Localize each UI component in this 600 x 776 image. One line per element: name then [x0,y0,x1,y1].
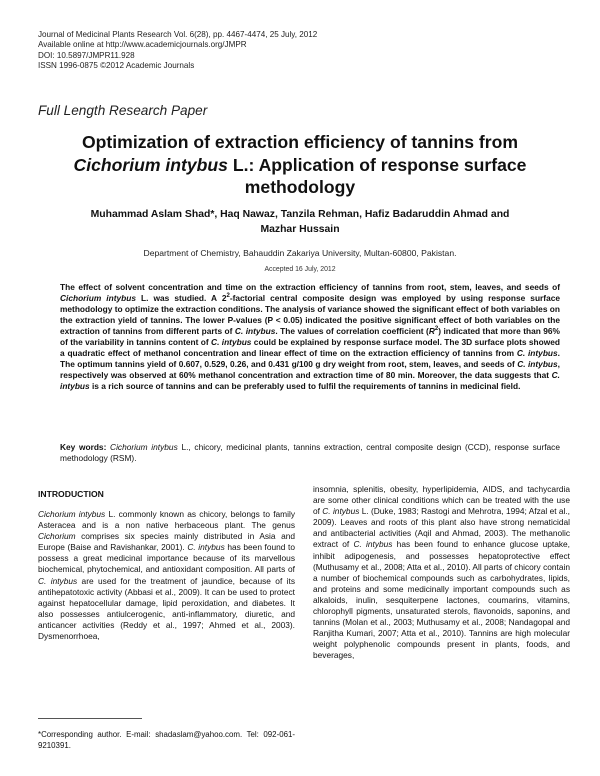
intro-right-column [313,484,570,662]
journal-available-online: Available online at http://www.academicjournals.org/JMPR [38,40,247,50]
keywords-text: L., chicory, medicinal plants, tannins extraction, central composite design (CCD), response surface methodology (RSM). [60,442,560,464]
abstract-text: , respectively was observed at 60% methanol concentration and extraction time of 80 min. Moreover, the data suggests that [60,359,560,381]
abstract-text: -factorial central composite design was employed by using response surface methodology to optimize the extraction conditions. The analysis of variance showed the significant effect of both variables on the extraction yield of tannins. The lower P-values (P < 0.05) indicated the positive significant effect of both variables on the extraction of tannins from different parts of [60,293,560,337]
abstract-text: could be explained by response surface model. The 3D surface plots showed a quadratic effect of methanol concentration and linear effect of time on the extraction efficiency of tannins from [60,337,560,359]
journal-header [38,30,458,72]
intro-species: Cichorium intybus [38,509,106,519]
journal-citation: Journal of Medicinal Plants Research Vol. 6(28), pp. 4467-4474, 25 July, 2012 [38,30,318,39]
intro-text: L. (Duke, 1983; Rastogi and Mehrotra, 1994; Afzal et al., 2009). Leaves and roots of this plant also have strong nematicidal and antibacterial activities (Aqil and Ahmad, 2003). The methanolic extract of [313,506,570,550]
title-line-2: L.: Application of response surface [227,154,527,175]
authors-line-2: Mazhar Hussain [260,223,340,235]
intro-species: C. intybus [353,539,393,550]
abstract-text: L. was studied. A 2 [135,293,227,304]
abstract-species: C. intybus [60,370,560,392]
authors-line-1: Muhammad Aslam Shad*, Haq Nawaz, Tanzila Rehman, Hafiz Badaruddin Ahmad and [90,209,510,220]
intro-text: L. commonly known as chicory, belongs to family Asteracea and is a non native herbaceous plant. The genus [38,509,295,531]
intro-left-column [38,509,295,642]
author-list [40,208,560,237]
keywords-label: Key words: [60,442,107,452]
intro-text: has been found to enhance glucose uptake, inhibit adipogenesis, and possesses hepatoprotective effect (Muthusamy et al., 2008; Atta et al., 2010). All parts of chicory contain a number of biochemical compounds such as carbohydrates, lipids, and proteins and some medicinally important compounds such as alkaloids, inulin, sesquiterpene lactones, coumarins, vitamins, chlorophyll pigments, unsaturated sterols, flavonoids, saponins, and tannins (Molan et al., 2003; Muthusamy et al., 2008; Nandagopal and Ranjitha Kumari, 2007; Atta et al., 2010). Tannins are high molecular weight polyphenolic compounds present in plants, foods, and beverages, [313,539,570,661]
corresponding-author-footnote: *Corresponding author. E-mail: shadaslam@yahoo.com. Tel: 092-061-9210391. [38,730,295,750]
affiliation: Department of Chemistry, Bahauddin Zakariya University, Multan-60800, Pakistan. [143,248,457,258]
abstract-superscript: 2 [434,326,439,333]
paper-title [40,131,560,199]
abstract-text: is a rich source of tannins and can be preferably used to fulfil the requirements of tannins in medicinal field. [89,381,521,392]
accepted-date: Accepted 16 July, 2012 [264,266,336,273]
abstract-text: . The optimum tannins yield of 0.607, 0.529, 0.26, and 0.431 g/100 g dry weight from root, stem, leaves, and seeds of [60,348,560,370]
abstract-species: C. intybus [211,337,252,348]
title-species: Cichorium intybus [73,154,228,175]
keywords [60,442,560,464]
abstract-species: C. intybus [516,348,558,359]
abstract [60,282,560,392]
footnote-divider [38,718,142,719]
intro-text: are used for the treatment of jaundice, because of its antihepatotoxic activity (Abbasi et al., 2009). It can be used to protect against hepatocellular damage, lipid peroxidation, and diabetes. It also possesses antiulcerogenic, anti-inflammatory, diuretic, and anticancer activities (Reddy et al., 1997; Ahmed et al., 2003). Dysmenorrhoea, [38,575,295,642]
article-type: Full Length Research Paper [38,103,208,118]
intro-species: Cichorium [38,531,76,542]
abstract-species: C. intybus [234,326,276,337]
journal-issn: ISSN 1996-0875 ©2012 Academic Journals [38,61,195,71]
abstract-text: The effect of solvent concentration and time on the extraction efficiency of tannins from root, stem, leaves, and seeds of [60,282,560,292]
abstract-superscript: 2 [226,293,230,300]
intro-text: comprises six species mainly distributed in Asia and Europe (Baise and Ravishankar, 2001). [38,531,295,553]
intro-text: has been found to possess a great medicinal importance because of its marvellous biochemical, phytochemical, and antioxidant composition. All parts of [38,542,295,575]
journal-doi: DOI: 10.5897/JMPR11.928 [38,50,135,60]
intro-species: C. intybus [38,575,78,586]
abstract-species: C. intybus [517,359,558,370]
title-line-3: methodology [244,177,356,197]
abstract-species: Cichorium intybus [60,293,136,304]
intro-species: C. intybus [322,506,360,517]
title-line-1: Optimization of extraction efficiency of tannins from [82,132,518,152]
section-heading-introduction: INTRODUCTION [38,489,104,499]
abstract-r-label: R [428,326,435,337]
abstract-text: . The values of correlation coefficient ( [275,326,429,337]
abstract-text: ) indicated that more than 96% of the variability in tannins content of [60,326,560,348]
intro-species: C. intybus [187,542,225,553]
keywords-species: Cichorium intybus [106,442,178,452]
intro-text: insomnia, splenitis, obesity, hyperlipidemia, AIDS, and tachycardia are some other clinical conditions which can be treated with the use of [313,484,570,517]
